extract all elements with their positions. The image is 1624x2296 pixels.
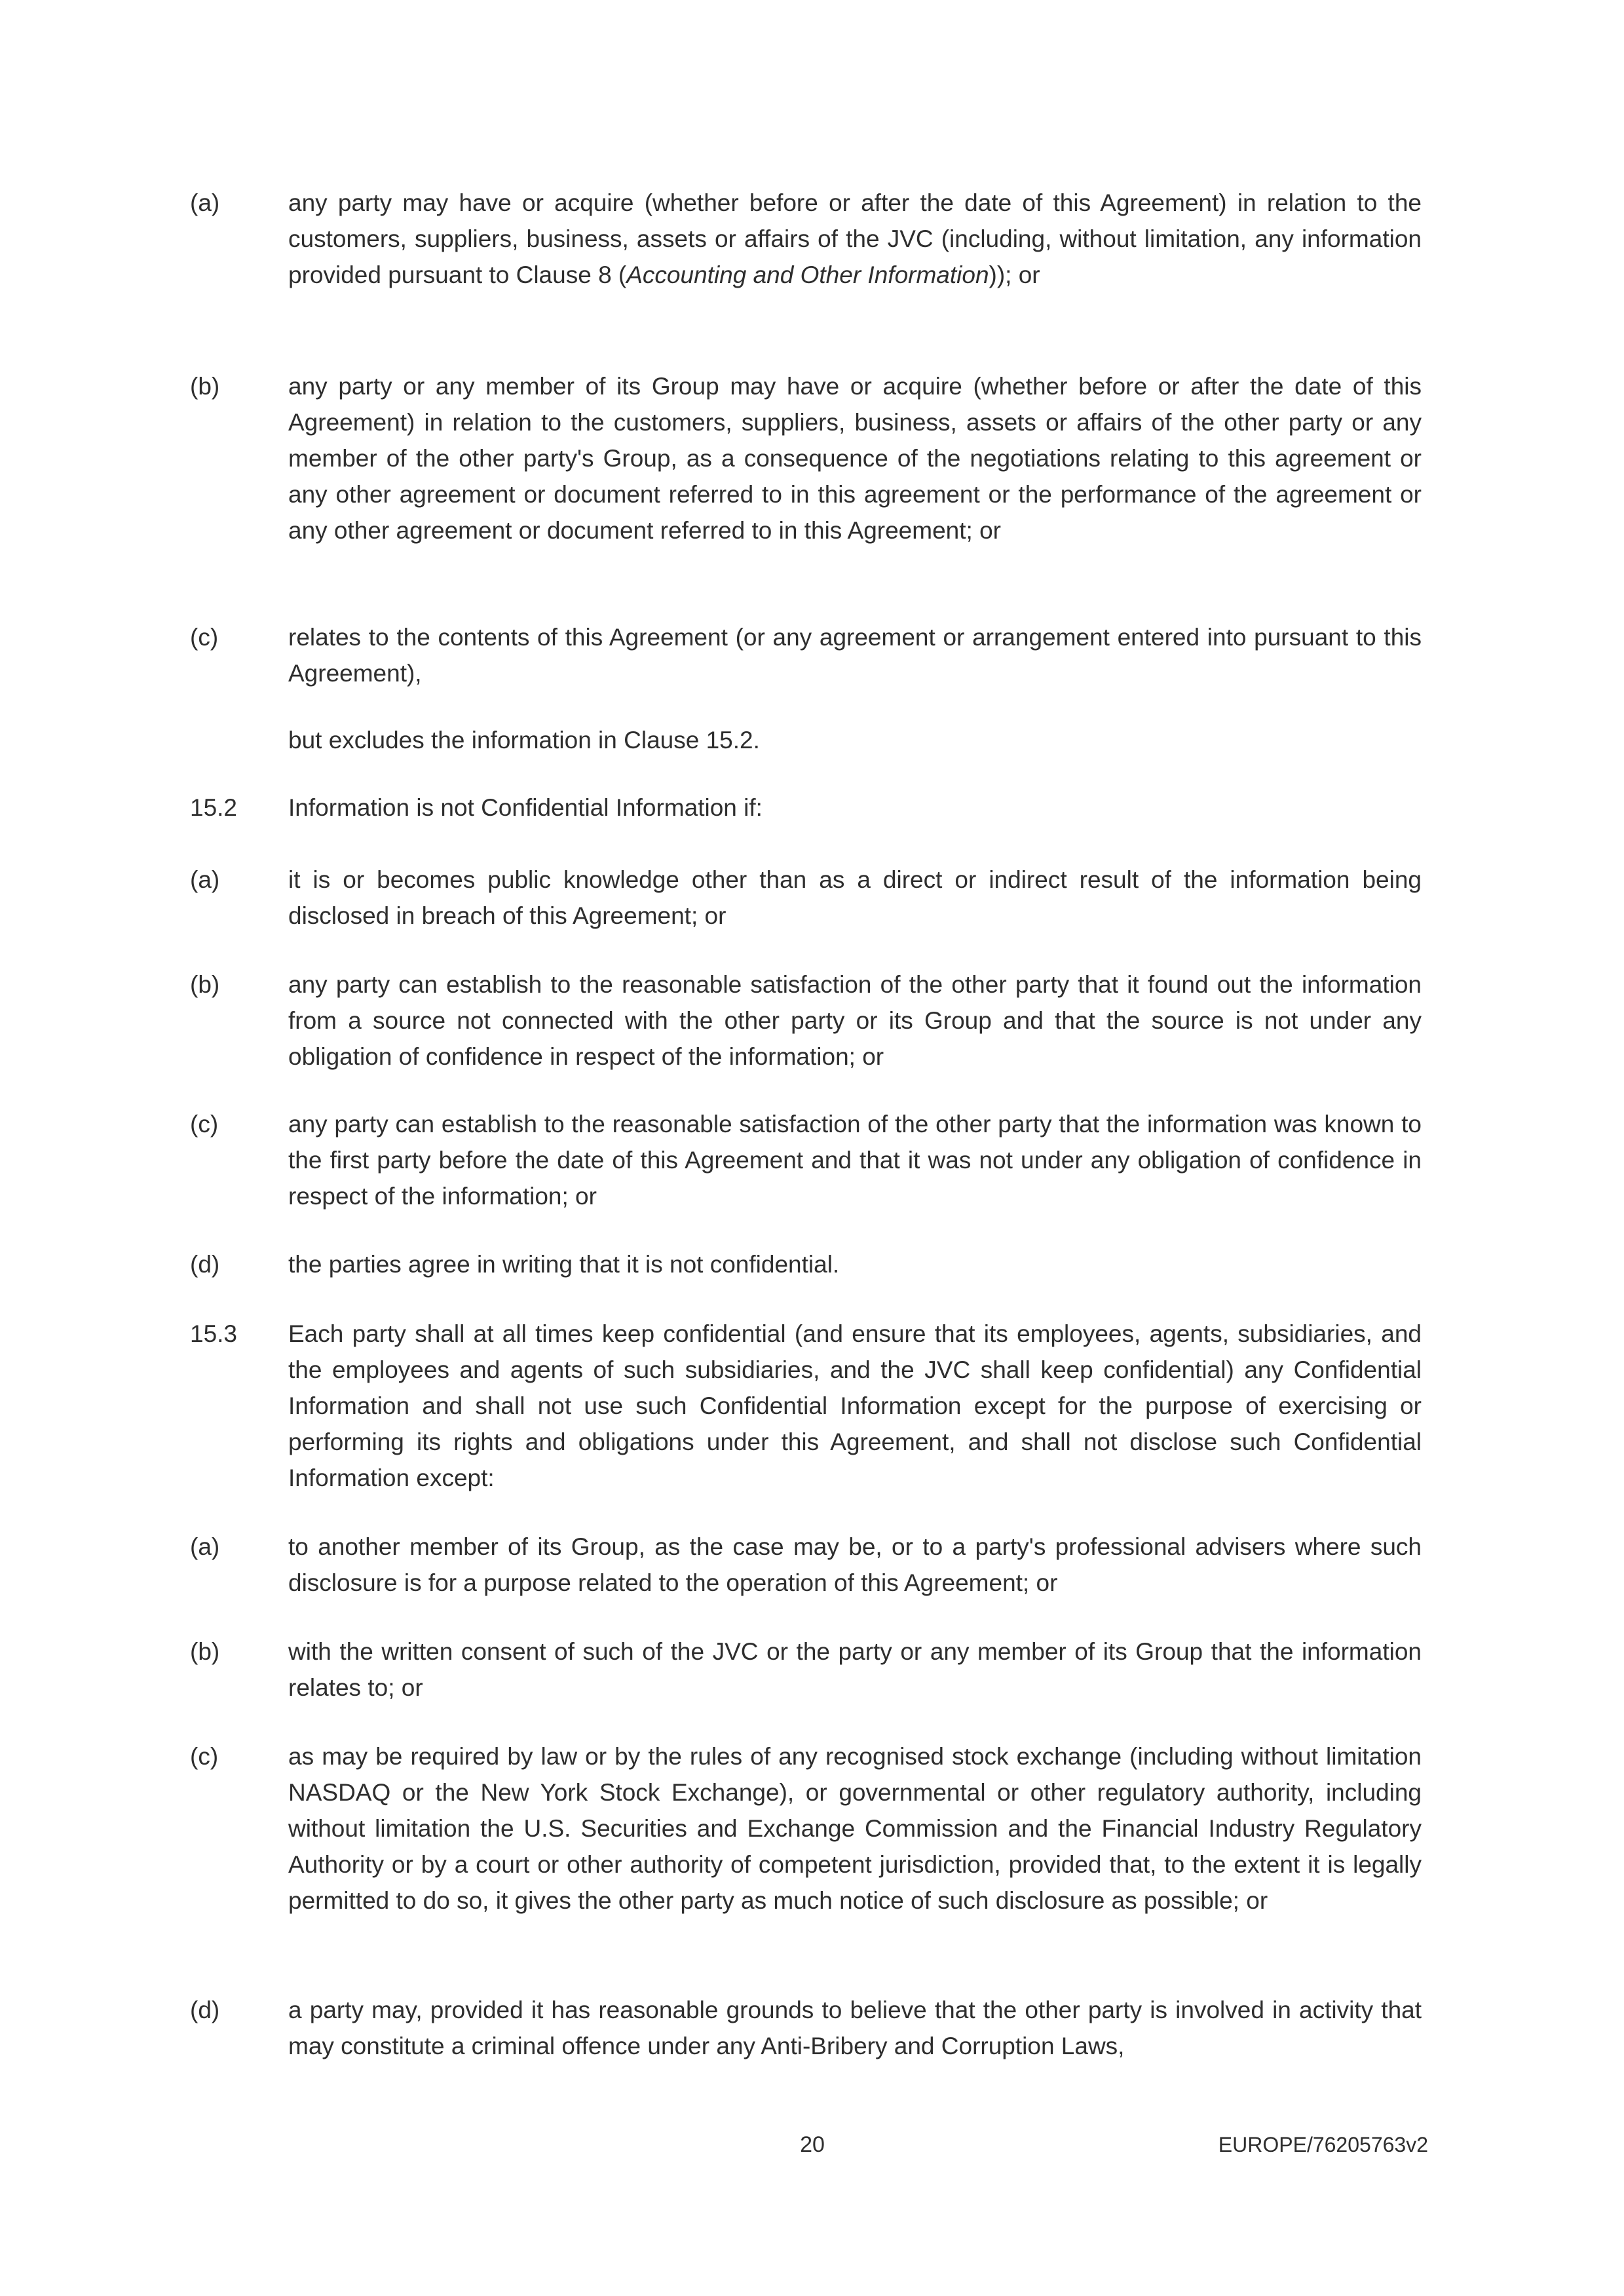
clause-number: (d) (190, 1251, 220, 1278)
clause-text: it is or becomes public knowledge other than as a direct or indirect result of the information being disclosed in breach of this Agreement; or (288, 866, 1422, 929)
clause-text: Each party shall at all times keep confidential (and ensure that its employees, agents, subsidiaries, and the employees and agents of such subsidiaries, and the JVC shall keep confidential) any Confidential Information and shall not use such Confidential Information except for the purpose of exercising or performing its rights and obligations under this Agreement, and shall not disclose such Confidential Information except: (288, 1320, 1422, 1491)
clause-text: relates to the contents of this Agreement (or any agreement or arrangement entered into pursuant to this Agreement), (288, 624, 1422, 687)
page-number: 20 (800, 2132, 825, 2157)
clause-text: any party can establish to the reasonable satisfaction of the other party that it found out the information from a source not connected with the other party or its Group and that the source is not under any obligation of confidence in respect of the information; or (288, 971, 1422, 1070)
clause-number: (d) (190, 1997, 220, 2023)
clause-number: (c) (190, 1111, 219, 1138)
clause-text: any party can establish to the reasonable satisfaction of the other party that the information was known to the first party before the date of this Agreement and that it was not under any obligation of confidence in respect of the information; or (288, 1111, 1422, 1210)
clause-text-part: any party may have or acquire (whether before or after the date of this Agreement) in relation to the customers, suppliers, business, assets or affairs of the JVC (including, without limitation, any information provided pursuant to Clause 8 ( (288, 189, 1422, 288)
clause-number: (a) (190, 1533, 220, 1560)
clause-number: (a) (190, 866, 220, 893)
clause-text: a party may, provided it has reasonable grounds to believe that the other party is involved in activity that may constitute a criminal offence under any Anti-Bribery and Corruption Laws, (288, 1997, 1422, 2059)
clause-number: (c) (190, 1743, 219, 1770)
clause-text: any party or any member of its Group may have or acquire (whether before or after the date of this Agreement) in relation to the customers, suppliers, business, assets or affairs of the other party or any member of the other party's Group, as a consequence of the negotiations relating to this agreement or any other agreement or document referred to in this agreement or the performance of the agreement or any other agreement or document referred to in this Agreement; or (288, 373, 1422, 544)
clause-number: (b) (190, 1638, 220, 1665)
clause-text-part: )); or (989, 261, 1040, 288)
clause-reference-title: Accounting and Other Information (626, 261, 989, 288)
clause-number: (a) (190, 189, 220, 216)
clause-text (288, 185, 1422, 293)
clause-text: the parties agree in writing that it is not confidential. (288, 1251, 840, 1278)
clause-number: (b) (190, 971, 220, 998)
clause-number: (b) (190, 373, 220, 400)
clause-number: 15.3 (190, 1320, 238, 1347)
clause-text: to another member of its Group, as the case may be, or to a party's professional advisers where such disclosure is for a purpose related to the operation of this Agreement; or (288, 1533, 1422, 1596)
clause-number: (c) (190, 624, 219, 651)
document-reference: EUROPE/76205763v2 (1218, 2133, 1428, 2156)
clause-number: 15.2 (190, 794, 238, 821)
clause-text: as may be required by law or by the rules of any recognised stock exchange (including without limitation NASDAQ or the New York Stock Exchange), or governmental or other regulatory authority, including without limitation the U.S. Securities and Exchange Commission and the Financial Industry Regulatory Authority or by a court or other authority of competent jurisdiction, provided that, to the extent it is legally permitted to do so, it gives the other party as much notice of such disclosure as possible; or (288, 1743, 1422, 1914)
clause-text: Information is not Confidential Information if: (288, 794, 763, 821)
clause-text: but excludes the information in Clause 15.2. (288, 727, 760, 754)
clause-text: with the written consent of such of the JVC or the party or any member of its Group that the information relates to; or (288, 1638, 1422, 1701)
